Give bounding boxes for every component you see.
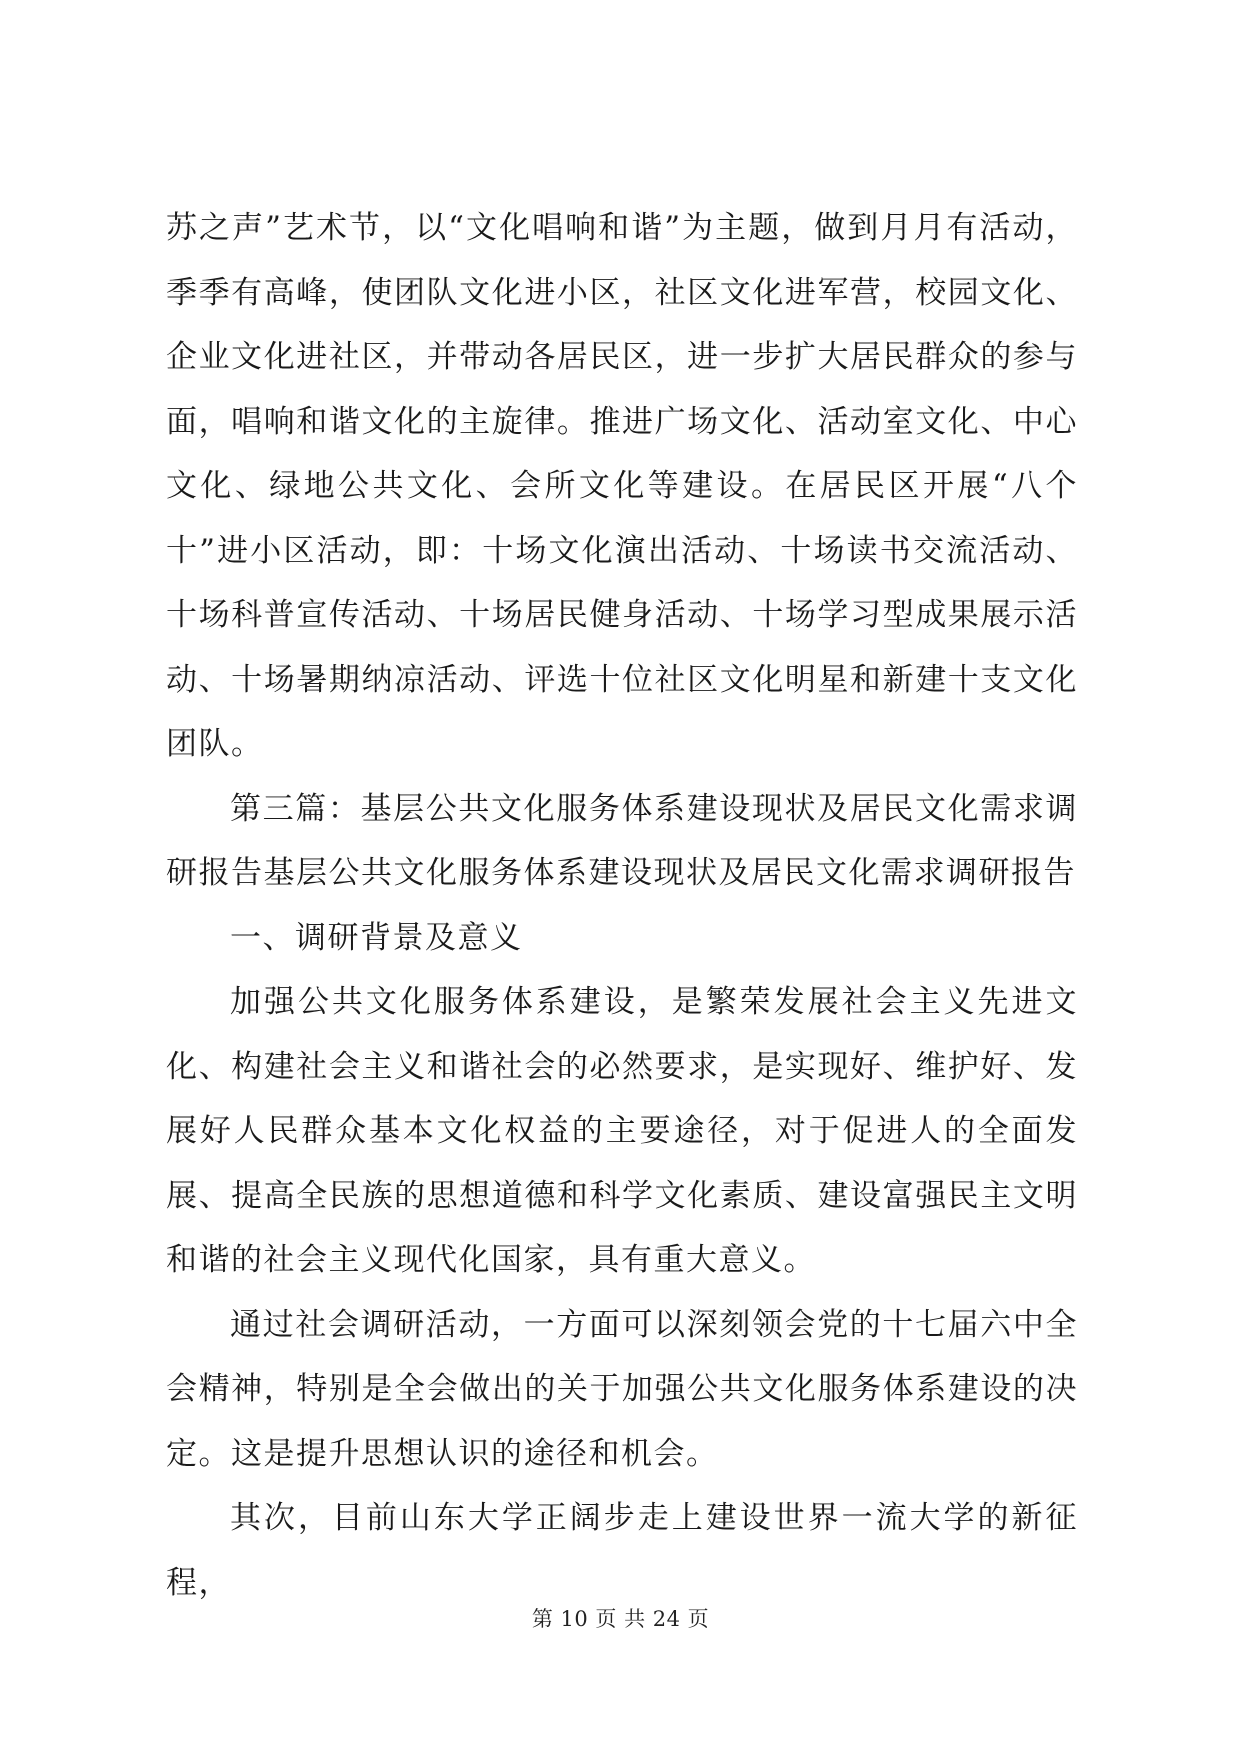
- paragraph-section-title: 第三篇：基层公共文化服务体系建设现状及居民文化需求调研报告基层公共文化服务体系建设现状及居民文化需求调研报告: [166, 790, 1078, 891]
- heading-research-background: 一、调研背景及意义: [230, 919, 523, 956]
- page-number-footer: 第 10 页 共 24 页: [531, 1607, 710, 1631]
- paragraph-continuation: 苏之声”艺术节，以“文化唱响和谐”为主题，做到月月有活动，季季有高峰，使团队文化进小区，社区文化进军营，校园文化、企业文化进社区，并带动各居民区，进一步扩大居民群众的参与面，唱响和谐文化的主旋律。推进广场文化、活动室文化、中心文化、绿地公共文化、会所文化等建设。在居民区开展“八个十”进小区活动，即：十场文化演出活动、十场读书交流活动、十场科普宣传活动、十场居民健身活动、十场学习型成果展示活动、十场暑期纳凉活动、评选十位社区文化明星和新建十支文化团队。: [166, 210, 1078, 762]
- document-body: [166, 196, 1078, 1615]
- paragraph-secondly: 其次，目前山东大学正阔步走上建设世界一流大学的新征程，: [166, 1500, 1078, 1601]
- paragraph-significance: 加强公共文化服务体系建设，是繁荣发展社会主义先进文化、构建社会主义和谐社会的必然要求，是实现好、维护好、发展好人民群众基本文化权益的主要途径，对于促进人的全面发展、提高全民族的思想道德和科学文化素质、建设富强民主文明和谐的社会主义现代化国家，具有重大意义。: [166, 984, 1078, 1278]
- paragraph-research-activity: 通过社会调研活动，一方面可以深刻领会党的十七届六中全会精神，特别是全会做出的关于加强公共文化服务体系建设的决定。这是提升思想认识的途径和机会。: [166, 1306, 1078, 1472]
